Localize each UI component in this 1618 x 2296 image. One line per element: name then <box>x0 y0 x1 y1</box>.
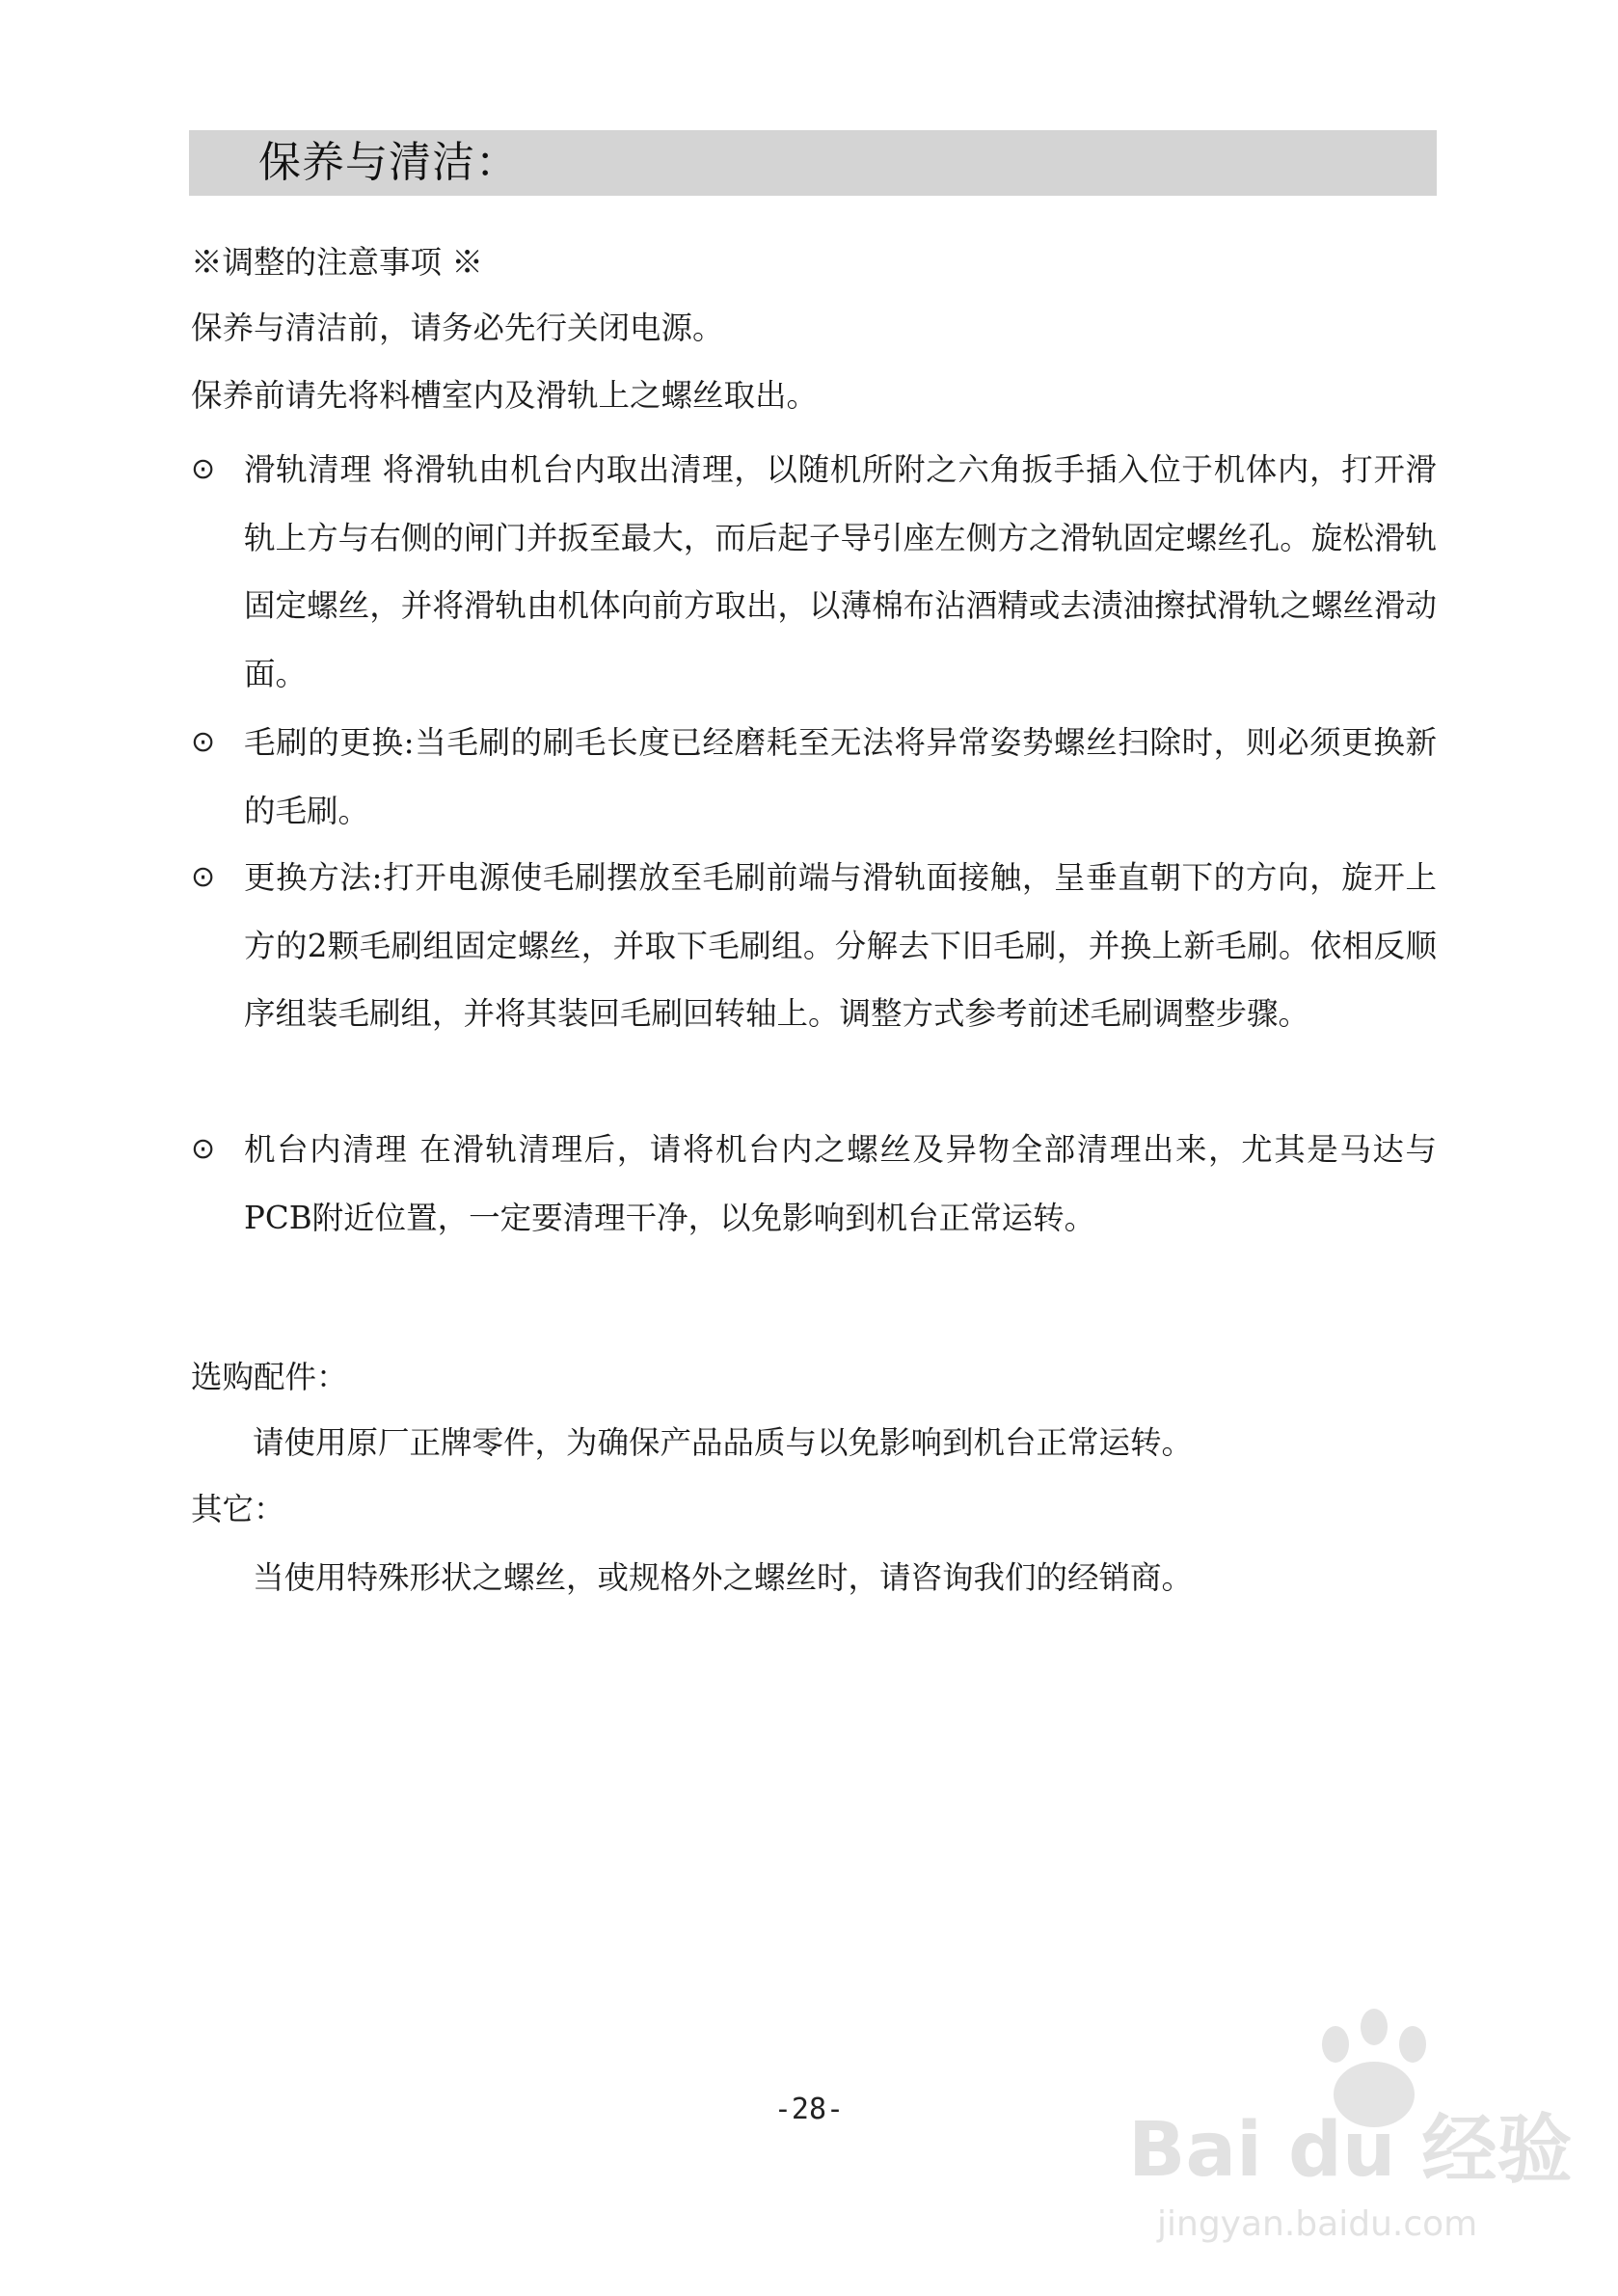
watermark-url: jingyan.baidu.com <box>1157 2204 1478 2244</box>
notice-line-1: 保养与清洁前，请务必先行关闭电源。 <box>191 310 724 346</box>
bullet-icon: ⊙ <box>191 860 216 894</box>
list-item-brush-replacement: 毛刷的更换:当毛刷的刷毛长度已经磨耗至无法将异常姿势螺丝扫除时，则必须更换新的毛刷。 <box>244 724 1437 829</box>
accessories-title: 选购配件： <box>191 1359 348 1395</box>
watermark-brand: Bai du 经验 <box>1128 2107 1573 2194</box>
others-title: 其它： <box>191 1491 285 1527</box>
list-item-interior-cleaning: 机台内清理 在滑轨清理后，请将机台内之螺丝及异物全部清理出来，尤其是马达与PCB附近位置，一定要清理干净，以免影响到机台正常运转。 <box>244 1131 1437 1236</box>
bullet-icon: ⊙ <box>191 452 216 486</box>
notice-line-2: 保养前请先将料槽室内及滑轨上之螺丝取出。 <box>191 377 819 414</box>
accessories-text: 请使用原厂正牌零件，为确保产品品质与以免影响到机台正常运转。 <box>253 1424 1194 1461</box>
notice-title: ※调整的注意事项 ※ <box>191 244 483 281</box>
section-heading-bar <box>189 130 1437 196</box>
section-heading: 保养与清洁： <box>258 138 519 187</box>
list-item-rail-cleaning: 滑轨清理 将滑轨由机台内取出清理，以随机所附之六角扳手插入位于机体内，打开滑轨上方与右侧的闸门并扳至最大，而后起子导引座左侧方之滑轨固定螺丝孔。旋松滑轨固定螺丝，并将滑轨由机体向前方取出，以薄棉布沾酒精或去渍油擦拭滑轨之螺丝滑动面。 <box>244 451 1437 692</box>
page-number: -28- <box>773 2093 845 2126</box>
bullet-icon: ⊙ <box>191 725 216 759</box>
list-item-replacement-method: 更换方法:打开电源使毛刷摆放至毛刷前端与滑轨面接触，呈垂直朝下的方向，旋开上方的2颗毛刷组固定螺丝，并取下毛刷组。分解去下旧毛刷，并换上新毛刷。依相反顺序组装毛刷组，并将其装回毛刷回转轴上。调整方式参考前述毛刷调整步骤。 <box>244 859 1437 1032</box>
others-text: 当使用特殊形状之螺丝，或规格外之螺丝时，请咨询我们的经销商。 <box>253 1559 1194 1596</box>
baidu-watermark <box>1128 2006 1581 2266</box>
bullet-icon: ⊙ <box>191 1132 216 1166</box>
